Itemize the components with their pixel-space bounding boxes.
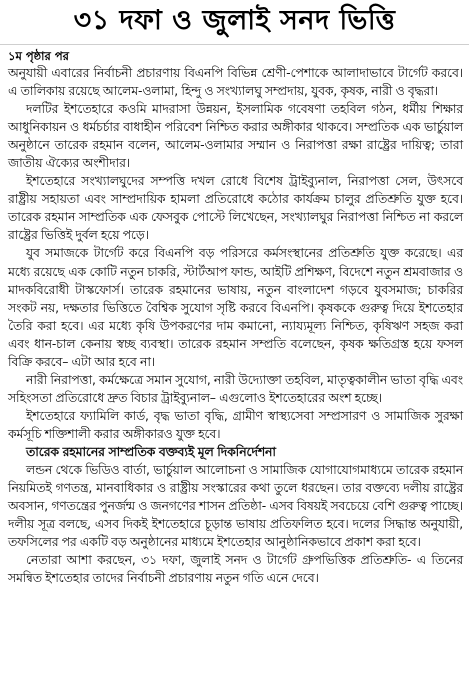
article-paragraph: অনুযায়ী এবারের নির্বাচনী প্রচারণায় বিএনপি বিভিন্ন শ্রেণী-পেশাকে আলাদাভাবে টার্গেট করবে। এ তালিকায় রয়েছে আলেম-ওলামা, হিন্দু ও সংখ্যালঘু সম্প্রদায়, যুবক, কৃষক, নারী ও বৃদ্ধরা।: [8, 65, 463, 99]
headline: ৩১ দফা ও জুলাই সনদ ভিত্তি: [0, 0, 469, 45]
article-paragraph: ইশতেহারে ফ্যামিলি কার্ড, বৃদ্ধ ভাতা বৃদ্ধি, গ্রামীণ স্বাস্থ্যসেবা সম্প্রসারণ ও সামাজিক সুরক্ষা কর্মসূচি শক্তিশালী করার অঙ্গীকারও যুক্ত হবে।: [8, 407, 463, 441]
article-paragraph: ইশতেহারে সংখ্যালঘুদের সম্পত্তি দখল রোধে বিশেষ ট্রাইব্যুনাল, নিরাপত্তা সেল, উৎসবে রাষ্ট্রীয় সহায়তা এবং সাম্প্রদায়িক হামলা প্রতিরোধে কঠোর কার্যক্রম চালুর প্রতিশ্রুতি যুক্ত হবে। তারেক রহমান সাম্প্রতিক এক ফেসবুক পোস্টে লিখেছেন, সংখ্যালঘুর নিরাপত্তা নিশ্চিত না করলে রাষ্ট্রের ভিত্তিই দুর্বল হয়ে পড়ে।: [8, 173, 463, 243]
article-paragraph: নেতারা আশা করছেন, ৩১ দফা, জুলাই সনদ ও টার্গেট গ্রুপভিত্তিক প্রতিশ্রুতি- এ তিনের সমন্বিত ইশতেহার তাদের নির্বাচনী প্রচারণায় নতুন গতি এনে দেবে।: [8, 552, 463, 586]
article-body: [8, 64, 463, 587]
continued-from-label: ১ম পৃষ্ঠার পর: [8, 49, 69, 63]
article-paragraph: যুব সমাজকে টার্গেট করে বিএনপি বড় পরিসরে কর্মসংস্থানের প্রতিশ্রুতি যুক্ত করেছে। এর মধ্যে রয়েছে এক কোটি নতুন চাকরি, স্টার্টআপ ফান্ড, আইটি প্রশিক্ষণ, বিদেশে নতুন শ্রমবাজার ও মাদকবিরোধী টাস্কফোর্স। তারেক রহমানের ভাষায়, নতুন বাংলাদেশ গড়বে যুবসমাজ; চাকরির সংকট নয়, দক্ষতার ভিত্তিতে বৈশ্বিক সুযোগ সৃষ্টি করবে বিএনপি। কৃষককে গুরুত্ব দিয়ে ইশতেহার তৈরি করা হবে। এর মধ্যে কৃষি উপকরণের দাম কমানো, ন্যায্যমূল্য নিশ্চিত, কৃষিঋণ সহজ করা এবং ধান-চাল কেনায় স্বচ্ছ ব্যবস্থা। তারেক রহমান সম্প্রতি বলেছেন, কৃষক ক্ষতিগ্রস্ত হয়ে ফসল বিক্রি করবে– এটা আর হবে না।: [8, 245, 463, 369]
article-paragraph: নারী নিরাপত্তা, কর্মক্ষেত্রে সমান সুযোগ, নারী উদ্যোক্তা তহবিল, মাতৃত্বকালীন ভাতা বৃদ্ধি এবং সহিংসতা প্রতিরোধে দ্রুত বিচার ট্রাইব্যুনাল– এগুলোও ইশতেহারের অংশ হচ্ছে।: [8, 371, 463, 405]
article-paragraph: লন্ডন থেকে ভিডিও বার্তা, ভার্চুয়াল আলোচনা ও সামাজিক যোগাযোগমাধ্যমে তারেক রহমান নিয়মিতই গণতন্ত্র, মানবাধিকার ও রাষ্ট্রীয় সংস্কারের কথা তুলে ধরছেন। তার বক্তব্যে দলীয় রাষ্ট্রের অবসান, গণতন্ত্রের পুনর্জন্ম ও জনগণের শাসন প্রতিষ্ঠা- এসব বিষয়ই সবচেয়ে বেশি গুরুত্ব পাচ্ছে। দলীয় সূত্র বলছে, এসব দিকই ইশতেহারে চূড়ান্ত ভাষায় প্রতিফলিত হবে। দলের সিদ্ধান্ত অনুযায়ী, তফসিলের পর একটি বড় অনুষ্ঠানের মাধ্যমে ইশতেহার আনুষ্ঠানিকভাবে প্রকাশ করা হবে।: [8, 462, 463, 550]
article-paragraph: দলটির ইশতেহারে কওমি মাদরাসা উন্নয়ন, ইসলামিক গবেষণা তহবিল গঠন, ধর্মীয় শিক্ষার আধুনিকায়ন ও ধর্মচর্চার বাধাহীন পরিবেশ নিশ্চিত করার অঙ্গীকার থাকবে। সম্প্রতিক এক ভার্চুয়াল অনুষ্ঠানে তারেক রহমান বলেন, আলেম-ওলামার সম্মান ও নিরাপত্তা রক্ষা রাষ্ট্রের দায়িত্ব; তারা জাতীয় ঐক্যের অংশীদার।: [8, 101, 463, 171]
subheading: তারেক রহমানের সাম্প্রতিক বক্তব্যই মূল দিকনির্দেশনা: [26, 443, 276, 459]
